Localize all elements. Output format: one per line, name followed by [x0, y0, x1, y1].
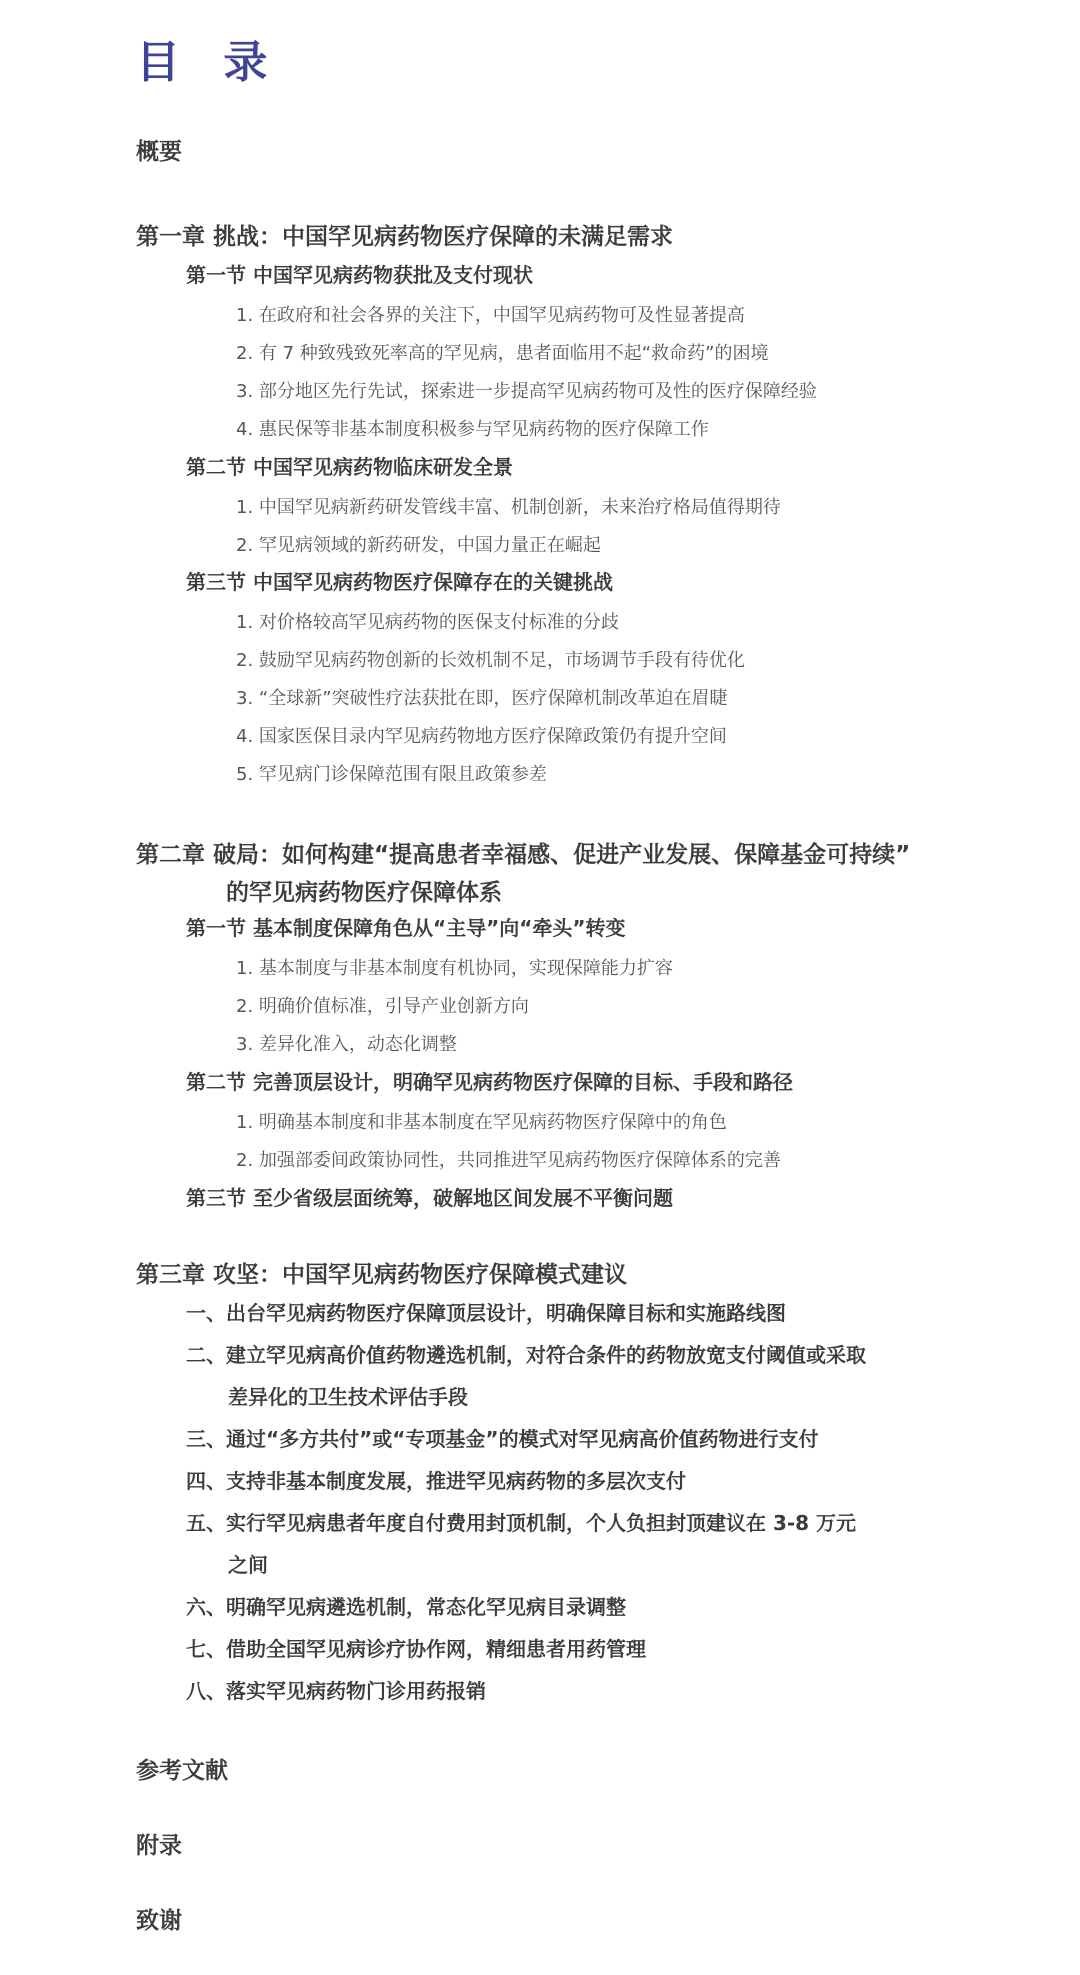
toc-ch1-section-2[interactable]: 第二节 中国罕见病药物临床研发全景 [186, 455, 513, 479]
toc-recommendation[interactable]: 六、明确罕见病遴选机制，常态化罕见病目录调整 [186, 1595, 626, 1619]
toc-entry-acknowledgements[interactable]: 致谢 [136, 1908, 182, 1934]
toc-ch2-section-3[interactable]: 第三节 至少省级层面统筹，破解地区间发展不平衡问题 [186, 1186, 673, 1210]
toc-item[interactable]: 3. 差异化准入，动态化调整 [236, 1034, 457, 1055]
toc-entry-references[interactable]: 参考文献 [136, 1758, 228, 1784]
toc-item[interactable]: 2. 鼓励罕见病药物创新的长效机制不足，市场调节手段有待优化 [236, 650, 745, 671]
toc-recommendation[interactable]: 五、实行罕见病患者年度自付费用封顶机制，个人负担封顶建议在 3-8 万元 [186, 1511, 857, 1535]
page-title: 目 录 [136, 37, 282, 88]
toc-item[interactable]: 1. 明确基本制度和非基本制度在罕见病药物医疗保障中的角色 [236, 1112, 727, 1133]
toc-chapter-2[interactable]: 第二章 破局：如何构建“提高患者幸福感、促进产业发展、保障基金可持续” [136, 842, 911, 868]
toc-item[interactable]: 5. 罕见病门诊保障范围有限且政策参差 [236, 764, 547, 785]
toc-recommendation[interactable]: 三、通过“多方共付”或“专项基金”的模式对罕见病高价值药物进行支付 [186, 1427, 819, 1451]
toc-ch1-section-3[interactable]: 第三节 中国罕见病药物医疗保障存在的关键挑战 [186, 570, 613, 594]
toc-recommendation[interactable]: 七、借助全国罕见病诊疗协作网，精细患者用药管理 [186, 1637, 646, 1661]
toc-item[interactable]: 4. 惠民保等非基本制度积极参与罕见病药物的医疗保障工作 [236, 419, 709, 440]
toc-recommendation[interactable]: 八、落实罕见病药物门诊用药报销 [186, 1679, 486, 1703]
toc-item[interactable]: 1. 基本制度与非基本制度有机协同，实现保障能力扩容 [236, 958, 673, 979]
toc-entry-appendix[interactable]: 附录 [136, 1833, 182, 1859]
toc-item[interactable]: 4. 国家医保目录内罕见病药物地方医疗保障政策仍有提升空间 [236, 726, 727, 747]
toc-item[interactable]: 3. 部分地区先行先试，探索进一步提高罕见病药物可及性的医疗保障经验 [236, 381, 817, 402]
toc-item[interactable]: 1. 在政府和社会各界的关注下，中国罕见病药物可及性显著提高 [236, 305, 745, 326]
toc-recommendation[interactable]: 一、出台罕见病药物医疗保障顶层设计，明确保障目标和实施路线图 [186, 1301, 786, 1325]
toc-recommendation[interactable]: 四、支持非基本制度发展，推进罕见病药物的多层次支付 [186, 1469, 686, 1493]
toc-ch2-section-2[interactable]: 第二节 完善顶层设计，明确罕见病药物医疗保障的目标、手段和路径 [186, 1070, 793, 1094]
toc-chapter-3[interactable]: 第三章 攻坚：中国罕见病药物医疗保障模式建议 [136, 1262, 628, 1288]
toc-item[interactable]: 2. 加强部委间政策协同性，共同推进罕见病药物医疗保障体系的完善 [236, 1150, 781, 1171]
toc-ch1-section-1[interactable]: 第一节 中国罕见病药物获批及支付现状 [186, 263, 533, 287]
toc-item[interactable]: 1. 对价格较高罕见病药物的医保支付标准的分歧 [236, 612, 619, 633]
toc-recommendation[interactable]: 二、建立罕见病高价值药物遴选机制，对符合条件的药物放宽支付阈值或采取 [186, 1343, 866, 1367]
toc-item[interactable]: 1. 中国罕见病新药研发管线丰富、机制创新，未来治疗格局值得期待 [236, 497, 781, 518]
toc-item[interactable]: 2. 有 7 种致残致死率高的罕见病，患者面临用不起“救命药”的困境 [236, 343, 769, 364]
toc-recommendation-continued[interactable]: 差异化的卫生技术评估手段 [228, 1385, 468, 1409]
toc-item[interactable]: 2. 罕见病领域的新药研发，中国力量正在崛起 [236, 535, 601, 556]
toc-ch2-section-1[interactable]: 第一节 基本制度保障角色从“主导”向“牵头”转变 [186, 916, 626, 940]
toc-chapter-2-continued[interactable]: 的罕见病药物医疗保障体系 [226, 880, 502, 906]
toc-entry-overview[interactable]: 概要 [136, 139, 182, 165]
toc-chapter-1[interactable]: 第一章 挑战：中国罕见病药物医疗保障的未满足需求 [136, 224, 674, 250]
toc-recommendation-continued[interactable]: 之间 [228, 1553, 268, 1577]
toc-item[interactable]: 2. 明确价值标准，引导产业创新方向 [236, 996, 529, 1017]
toc-item[interactable]: 3. “全球新”突破性疗法获批在即，医疗保障机制改革迫在眉睫 [236, 688, 728, 709]
